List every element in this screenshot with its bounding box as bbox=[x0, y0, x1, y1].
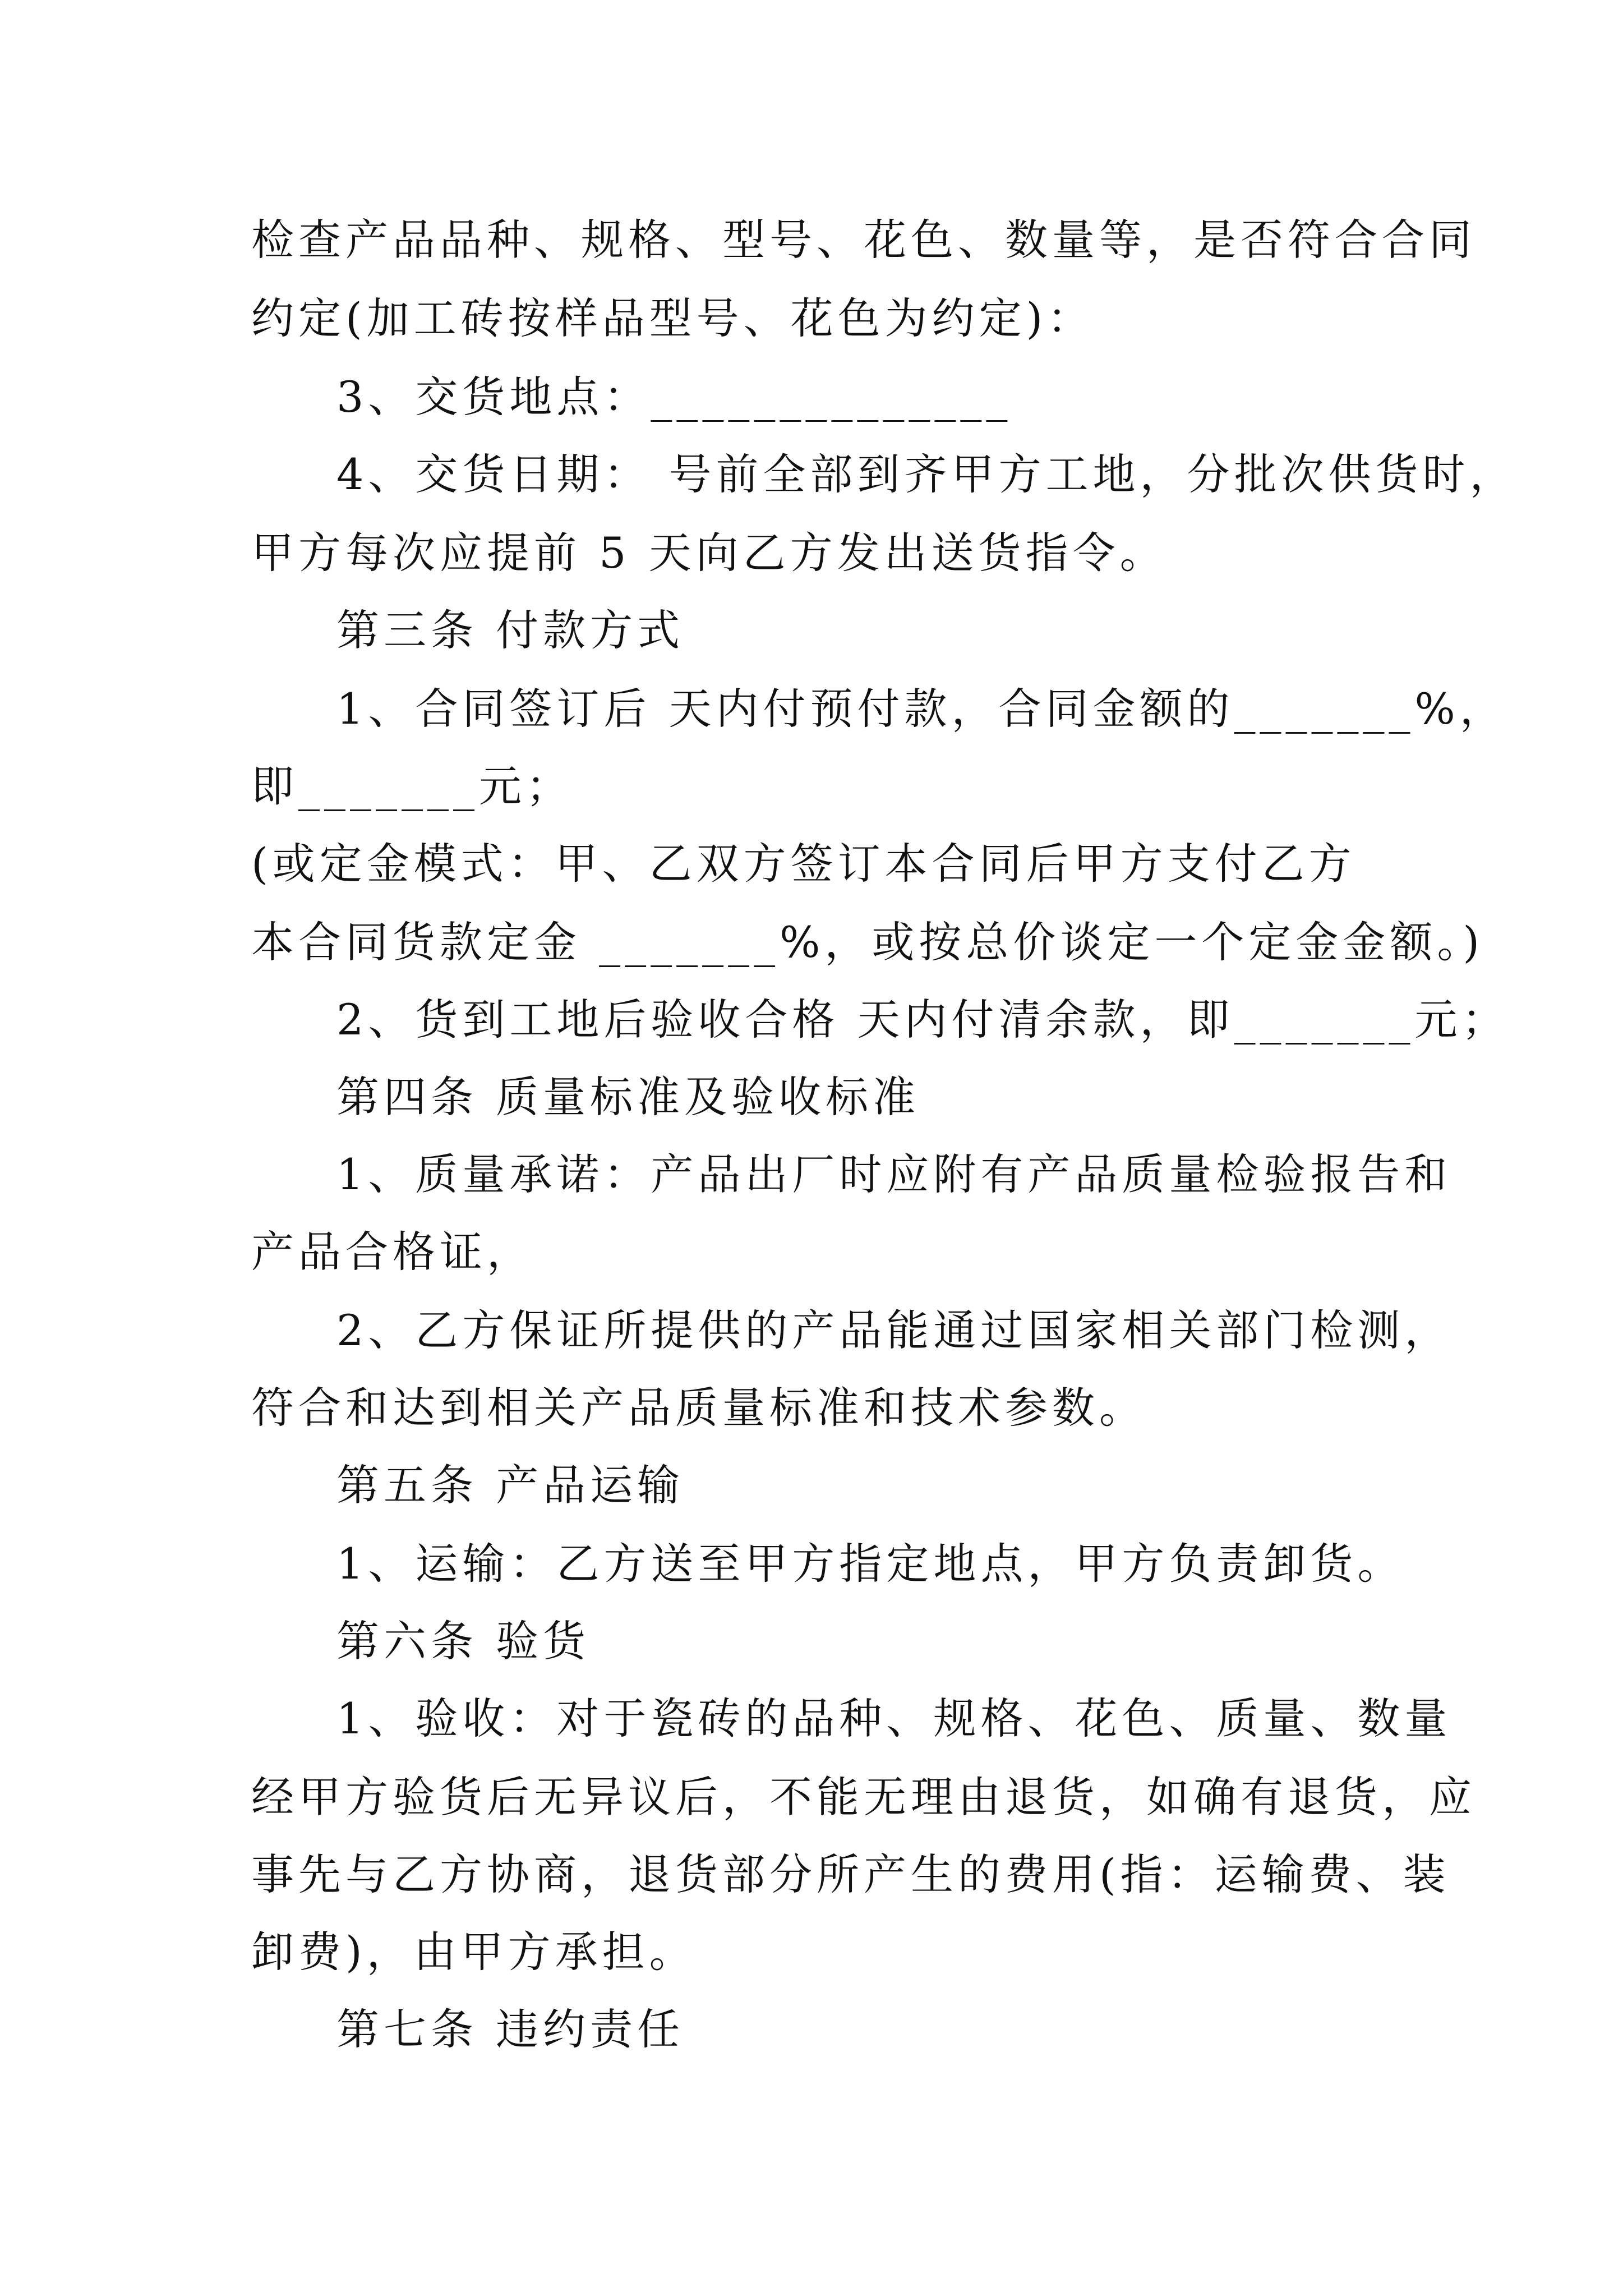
clause-quality-guarantee: 2、乙方保证所提供的产品能通过国家相关部门检测， bbox=[336, 1305, 1452, 1355]
body-text-line: 检查产品品种、规格、型号、花色、数量等，是否符合合同 bbox=[251, 215, 1476, 265]
article-heading-payment: 第三条 付款方式 bbox=[336, 605, 685, 655]
body-text-line: 约定(加工砖按样品型号、花色为约定)： bbox=[251, 293, 1095, 343]
clause-prepayment: 1、合同签订后 天内付预付款，合同金额的_______%， bbox=[336, 684, 1507, 734]
body-text-line: 即_______元； bbox=[251, 761, 573, 811]
clause-quality-promise: 1、质量承诺：产品出厂时应附有产品质量检验报告和 bbox=[336, 1149, 1452, 1199]
clause-balance-payment: 2、货到工地后验收合格 天内付清余款，即_______元； bbox=[336, 995, 1509, 1045]
clause-delivery-location: 3、交货地点：______________ bbox=[336, 372, 1012, 422]
article-heading-quality: 第四条 质量标准及验收标准 bbox=[336, 1072, 920, 1122]
clause-transport: 1、运输：乙方送至甲方指定地点，甲方负责卸货。 bbox=[336, 1539, 1405, 1589]
article-heading-inspection: 第六条 验货 bbox=[336, 1616, 591, 1666]
article-heading-liability: 第七条 违约责任 bbox=[336, 2004, 685, 2054]
clause-acceptance: 1、验收：对于瓷砖的品种、规格、花色、质量、数量 bbox=[336, 1694, 1452, 1743]
clause-deposit-mode: (或定金模式：甲、乙双方签订本合同后甲方支付乙方 bbox=[251, 839, 1356, 889]
body-text-line: 卸费)，由甲方承担。 bbox=[251, 1927, 697, 1977]
body-text-line: 符合和达到相关产品质量标准和技术参数。 bbox=[251, 1383, 1146, 1433]
body-text-line: 经甲方验货后无异议后，不能无理由退货，如确有退货，应 bbox=[251, 1772, 1476, 1822]
body-text-line: 本合同货款定金 _______%，或按总价谈定一个定金金额。) bbox=[251, 917, 1484, 967]
article-heading-transport: 第五条 产品运输 bbox=[336, 1460, 685, 1510]
body-text-line: 产品合格证， bbox=[251, 1227, 534, 1277]
body-text-line: 甲方每次应提前 5 天向乙方发出送货指令。 bbox=[251, 528, 1167, 578]
clause-delivery-date: 4、交货日期： 号前全部到齐甲方工地，分批次供货时， bbox=[336, 449, 1517, 499]
body-text-line: 事先与乙方协商，退货部分所产生的费用(指：运输费、装 bbox=[251, 1849, 1450, 1899]
